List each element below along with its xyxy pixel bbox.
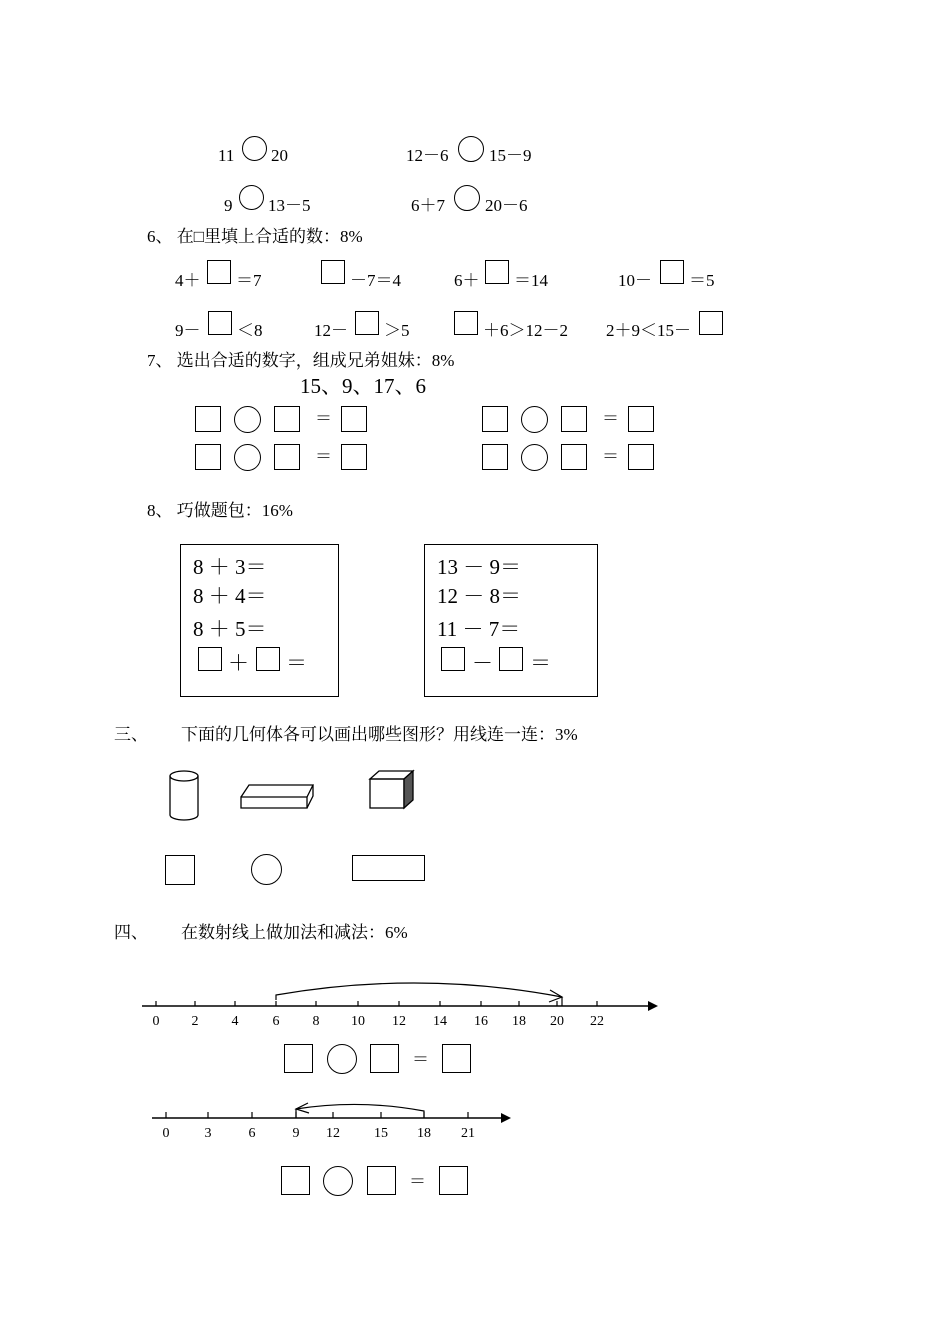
eq-text: ＞5 (384, 321, 410, 340)
problem-line: 8 ＋ 4＝ (193, 584, 267, 608)
eq-text: 10－ (618, 271, 652, 290)
tick-label: 8 (312, 1014, 320, 1029)
equals-sign: ＝ (412, 1050, 429, 1069)
eq-text: ＝14 (514, 271, 548, 290)
compare-circle[interactable] (239, 185, 264, 210)
answer-box[interactable] (284, 1044, 313, 1073)
operator-circle[interactable] (234, 444, 261, 471)
compare-right: 13－5 (268, 196, 311, 215)
q8-heading: 8、 巧做题包：16% (147, 501, 293, 520)
answer-box[interactable] (441, 647, 465, 671)
compare-right: 20 (271, 146, 288, 165)
answer-box[interactable] (370, 1044, 399, 1073)
answer-box[interactable] (355, 311, 379, 335)
eq-text: ＜8 (237, 321, 263, 340)
operator-circle[interactable] (327, 1044, 357, 1074)
compare-circle[interactable] (454, 185, 480, 211)
compare-left: 12－6 (406, 146, 449, 165)
square-shape[interactable] (165, 855, 195, 885)
answer-box[interactable] (439, 1166, 468, 1195)
problem-line: 13 － 9＝ (437, 555, 521, 579)
circle-shape[interactable] (251, 854, 282, 885)
equals-sign: ＝ (602, 409, 619, 428)
compare-circle[interactable] (458, 136, 484, 162)
tick-label: 21 (461, 1126, 475, 1141)
compare-left: 11 (218, 146, 235, 165)
eq-text: －7＝4 (350, 271, 401, 290)
compare-left: 6＋7 (411, 196, 445, 215)
tick-label: 6 (272, 1014, 280, 1029)
answer-box[interactable] (341, 406, 367, 432)
tick-label: 15 (374, 1126, 388, 1141)
eq-text: 6＋ (454, 271, 480, 290)
compare-right: 20－6 (485, 196, 528, 215)
equals-sign: ＝ (315, 447, 332, 466)
answer-box[interactable] (561, 406, 587, 432)
plus-sign: ＋ (228, 651, 249, 675)
eq-text: 2＋9＜15－ (606, 321, 691, 340)
operator-circle[interactable] (323, 1166, 353, 1196)
problem-line: 11 － 7＝ (437, 617, 521, 641)
answer-box[interactable] (208, 311, 232, 335)
tick-label: 3 (204, 1126, 212, 1141)
answer-box[interactable] (274, 406, 300, 432)
compare-right: 15－9 (489, 146, 532, 165)
number-line-2 (0, 1095, 560, 1130)
answer-box[interactable] (207, 260, 231, 284)
operator-circle[interactable] (521, 406, 548, 433)
section-number: 四、 (114, 923, 148, 942)
tick-label: 4 (231, 1014, 239, 1029)
answer-box[interactable] (454, 311, 478, 335)
tick-label: 0 (152, 1014, 160, 1029)
answer-box[interactable] (256, 647, 280, 671)
answer-box[interactable] (274, 444, 300, 470)
eq-text: ＝7 (236, 271, 262, 290)
equals-sign: ＝ (530, 651, 551, 675)
compare-left: 9 (224, 196, 233, 215)
q6-heading: 6、 在□里填上合适的数：8% (147, 227, 363, 246)
eq-text: 4＋ (175, 271, 201, 290)
answer-box[interactable] (341, 444, 367, 470)
equals-sign: ＝ (315, 409, 332, 428)
answer-box[interactable] (367, 1166, 396, 1195)
section-title: 下面的几何体各可以画出哪些图形？用线连一连：3% (181, 725, 578, 744)
answer-box[interactable] (195, 444, 221, 470)
answer-box[interactable] (628, 444, 654, 470)
tick-label: 9 (292, 1126, 300, 1141)
answer-box[interactable] (699, 311, 723, 335)
answer-box[interactable] (628, 406, 654, 432)
cuboid-shape[interactable] (238, 780, 318, 812)
problem-line: 8 ＋ 5＝ (193, 617, 267, 641)
section-title: 在数射线上做加法和减法：6% (181, 923, 408, 942)
tick-label: 18 (512, 1014, 526, 1029)
eq-text: 12－ (314, 321, 348, 340)
problem-line: 8 ＋ 3＝ (193, 555, 267, 579)
eq-text: 9－ (175, 321, 201, 340)
tick-label: 16 (474, 1014, 488, 1029)
equals-sign: ＝ (602, 447, 619, 466)
tick-label: 12 (392, 1014, 406, 1029)
minus-sign: － (472, 651, 493, 675)
answer-box[interactable] (195, 406, 221, 432)
tick-label: 14 (433, 1014, 447, 1029)
answer-box[interactable] (482, 406, 508, 432)
eq-text: ＝5 (689, 271, 715, 290)
tick-label: 22 (590, 1014, 604, 1029)
answer-box[interactable] (561, 444, 587, 470)
answer-box[interactable] (442, 1044, 471, 1073)
equals-sign: ＝ (409, 1172, 426, 1191)
tick-label: 2 (191, 1014, 199, 1029)
tick-label: 20 (550, 1014, 564, 1029)
answer-box[interactable] (485, 260, 509, 284)
tick-label: 0 (162, 1126, 170, 1141)
answer-box[interactable] (482, 444, 508, 470)
answer-box[interactable] (321, 260, 345, 284)
section-number: 三、 (114, 725, 148, 744)
number-line-1 (0, 975, 700, 1015)
equals-sign: ＝ (286, 651, 307, 675)
problem-line: 12 － 8＝ (437, 584, 521, 608)
cylinder-shape[interactable] (166, 768, 202, 824)
answer-box[interactable] (499, 647, 523, 671)
compare-circle[interactable] (242, 136, 267, 161)
tick-label: 6 (248, 1126, 256, 1141)
eq-text: ＋6＞12－2 (483, 321, 568, 340)
cube-shape[interactable] (367, 768, 419, 814)
operator-circle[interactable] (234, 406, 261, 433)
answer-box[interactable] (281, 1166, 310, 1195)
operator-circle[interactable] (521, 444, 548, 471)
tick-label: 10 (351, 1014, 365, 1029)
answer-box[interactable] (198, 647, 222, 671)
tick-label: 12 (326, 1126, 340, 1141)
answer-box[interactable] (660, 260, 684, 284)
q7-numbers: 15、9、17、6 (300, 374, 426, 398)
tick-label: 18 (417, 1126, 431, 1141)
rectangle-shape[interactable] (352, 855, 425, 881)
q7-heading: 7、 选出合适的数字，组成兄弟姐妹：8% (147, 351, 455, 370)
